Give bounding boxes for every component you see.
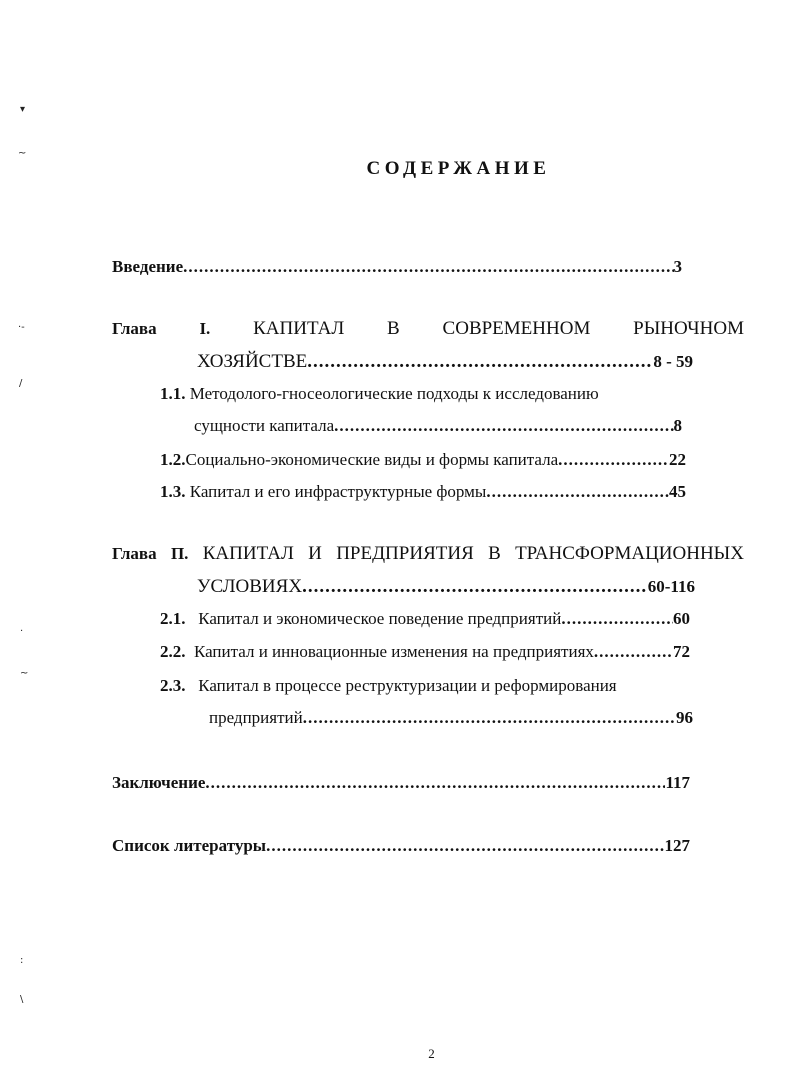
section-2-3-continuation [209,708,693,728]
scan-speck: ~ [20,668,29,679]
chapter-number: I. [199,319,211,338]
scan-speck: ▾ [20,104,26,115]
section-title: Капитал и экономическое поведение предприятий [198,609,562,628]
toc-entry-bibliography [112,836,690,856]
chapter-title-continuation: ХОЗЯЙСТВЕ [197,351,308,372]
leader-dots [302,576,648,598]
section-number: 1.2. [160,450,186,469]
chapter-title-word: ПРЕДПРИЯТИЯ [336,543,474,564]
chapter-2-heading [112,543,744,565]
section-1-1 [160,384,660,404]
section-title: Капитал в процессе реструктуризации и реформирования [198,676,617,695]
toc-label: Введение [112,257,184,276]
scan-speck: ·- [18,322,25,333]
toc-page: 72 [673,642,690,661]
chapter-1-continuation [197,351,693,373]
section-title-continuation: предприятий [209,708,303,727]
section-1-1-continuation [194,416,682,436]
leader-dots [486,482,669,502]
toc-label: Список литературы [112,836,267,855]
section-title: Капитал и инновационные изменения на предприятиях [194,642,594,661]
chapter-label: Глава [112,319,157,338]
leader-dots [561,609,673,629]
leader-dots [266,836,664,856]
chapter-title-word: В [387,318,400,339]
leader-dots [334,416,673,436]
page-title: СОДЕРЖАНИЕ [366,158,551,179]
toc-page: 45 [669,482,686,501]
section-1-3 [160,482,686,502]
section-number: 1.1. [160,384,186,403]
leader-dots [594,642,673,662]
scan-speck: ~ [18,148,27,159]
section-number: 2.3. [160,676,186,695]
section-title: Методолого-гносеологические подходы к исследованию [189,384,599,403]
toc-entry-introduction [112,257,682,277]
toc-page: 96 [676,708,693,727]
toc-page: 117 [665,773,690,792]
page-number: 2 [428,1046,435,1061]
section-number: 2.2. [160,642,186,661]
section-title: Социально-экономические виды и формы капитала [185,450,559,469]
toc-page: 8 [673,416,682,435]
toc-page: 22 [669,450,686,469]
leader-dots [303,708,676,728]
section-2-3 [160,676,680,696]
section-1-2 [160,450,686,470]
scan-speck: / [19,378,23,389]
chapter-title-word: В [488,543,501,564]
toc-page: 60 [673,609,690,628]
leader-dots [558,450,669,470]
toc-page: 8 - 59 [653,352,693,371]
chapter-label: Глава [112,544,157,563]
chapter-title-word: И [308,543,322,564]
chapter-title-continuation: УСЛОВИЯХ [197,576,303,597]
chapter-title-word: РЫНОЧНОМ [633,318,744,339]
chapter-title-word: СОВРЕМЕННОМ [442,318,591,339]
section-2-1 [160,609,690,629]
scan-speck: : [20,955,24,966]
chapter-title-word: КАПИТАЛ [202,543,294,564]
scan-speck: \ [20,994,24,1005]
section-2-2 [160,642,690,662]
chapter-number: П. [170,544,189,563]
leader-dots [307,351,653,373]
toc-page: 3 [673,257,682,276]
section-title: Капитал и его инфраструктурные формы [189,482,487,501]
toc-entry-conclusion [112,773,690,793]
toc-page: 127 [664,836,690,855]
scan-speck: · [20,626,24,637]
chapter-title-word: ТРАНСФОРМАЦИОННЫХ [515,543,744,564]
chapter-2-continuation [197,576,695,598]
leader-dots [205,773,665,793]
section-title-continuation: сущности капитала [194,416,335,435]
toc-label: Заключение [112,773,206,792]
chapter-1-heading [112,318,744,340]
leader-dots [183,257,673,277]
toc-page: 60-116 [647,577,695,596]
section-number: 2.1. [160,609,186,628]
chapter-title-word: КАПИТАЛ [253,318,345,339]
section-number: 1.3. [160,482,186,501]
